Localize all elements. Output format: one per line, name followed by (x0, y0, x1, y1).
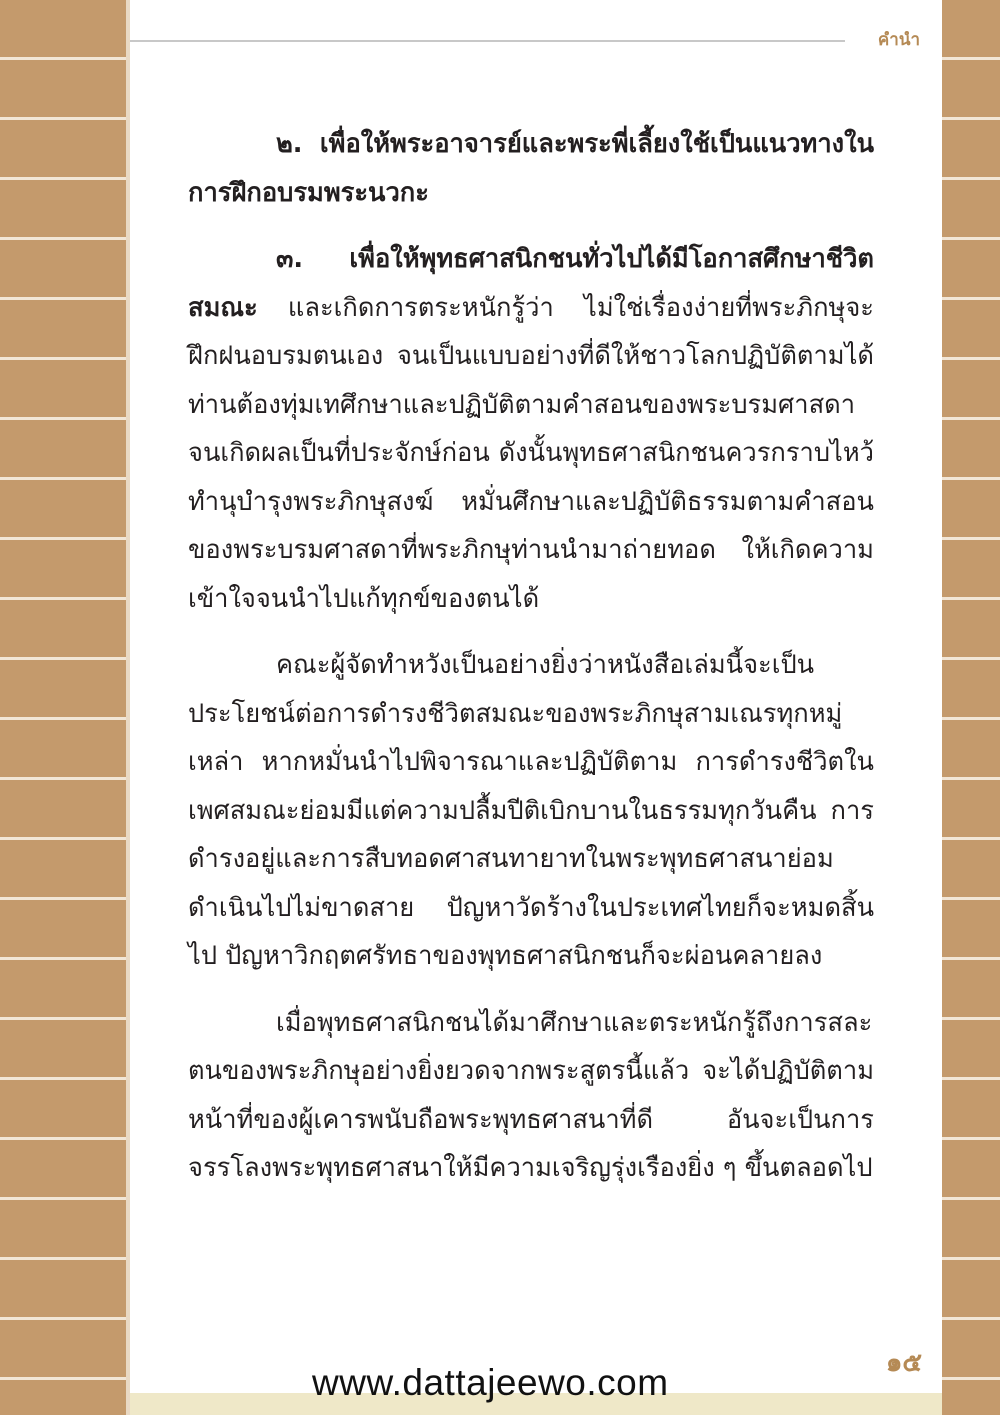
right-decorative-band (942, 0, 1000, 1415)
page-body (188, 120, 874, 1193)
page-number: ๑๕ (885, 1348, 922, 1378)
paragraph-objective-2 (188, 120, 874, 217)
paragraph-text: เมื่อพุทธศาสนิกชนได้มาศึกษาและตระหนักรู้ถึงการสละตนของพระภิกษุอย่างยิ่งยวดจากพระสูตรนี้แล้ว จะได้ปฏิบัติตามหน้าที่ของผู้เคารพนับถือพระพุทธศาสนาที่ดี อันจะเป็นการจรรโลงพระพุทธศาสนาให้มีความเจริญรุ่งเรืองยิ่ง ๆ ขึ้นตลอดไป (188, 1007, 874, 1183)
paragraph-text: และเกิดการตระหนักรู้ว่า ไม่ใช่เรื่องง่ายที่พระภิกษุจะฝึกฝนอบรมตนเอง จนเป็นแบบอย่างที่ดีให้ชาวโลกปฏิบัติตามได้ ท่านต้องทุ่มเทศึกษาและปฏิบัติตามคำสอนของพระบรมศาสดาจนเกิดผลเป็นที่ประจักษ์ก่อน ดังนั้นพุทธศาสนิกชนควรกราบไหว้ ทำนุบำรุงพระภิกษุสงฆ์ หมั่นศึกษาและปฏิบัติธรรมตามคำสอนของพระบรมศาสดาที่พระภิกษุท่านนำมาถ่ายทอด ให้เกิดความเข้าใจจนนำไปแก้ทุกข์ของตนได้ (188, 292, 874, 614)
website-watermark: www.dattajeewo.com (312, 1362, 669, 1403)
paragraph-conclusion (188, 999, 874, 1193)
paragraph-lead: ๒. เพื่อให้พระอาจารย์และพระพี่เลี้ยงใช้เป็นแนวทางในการฝึกอบรมพระนวกะ (188, 129, 874, 208)
header-rule (130, 40, 845, 42)
paragraph-objective-3 (188, 235, 874, 623)
paragraph-text: คณะผู้จัดทำหวังเป็นอย่างยิ่งว่าหนังสือเล่มนี้จะเป็นประโยชน์ต่อการดำรงชีวิตสมณะของพระภิกษุสามเณรทุกหมู่เหล่า หากหมั่นนำไปพิจารณาและปฏิบัติตาม การดำรงชีวิตในเพศสมณะย่อมมีแต่ความปลื้มปีติเบิกบานในธรรมทุกวันคืน การดำรงอยู่และการสืบทอดศาสนทายาทในพระพุทธศาสนาย่อมดำเนินไปไม่ขาดสาย ปัญหาวัดร้างในประเทศไทยก็จะหมดสิ้นไป ปัญหาวิกฤตศรัทธาของพุทธศาสนิกชนก็จะผ่อนคลายลง (188, 650, 874, 971)
paragraph-lead: ๓. เพื่อให้พุทธศาสนิกชนทั่วไปได้มีโอกาสศึกษาชีวิตสมณะ (188, 244, 874, 323)
paragraph-hope (188, 641, 874, 981)
section-label: คำนำ (877, 30, 920, 50)
left-decorative-band (0, 0, 130, 1415)
